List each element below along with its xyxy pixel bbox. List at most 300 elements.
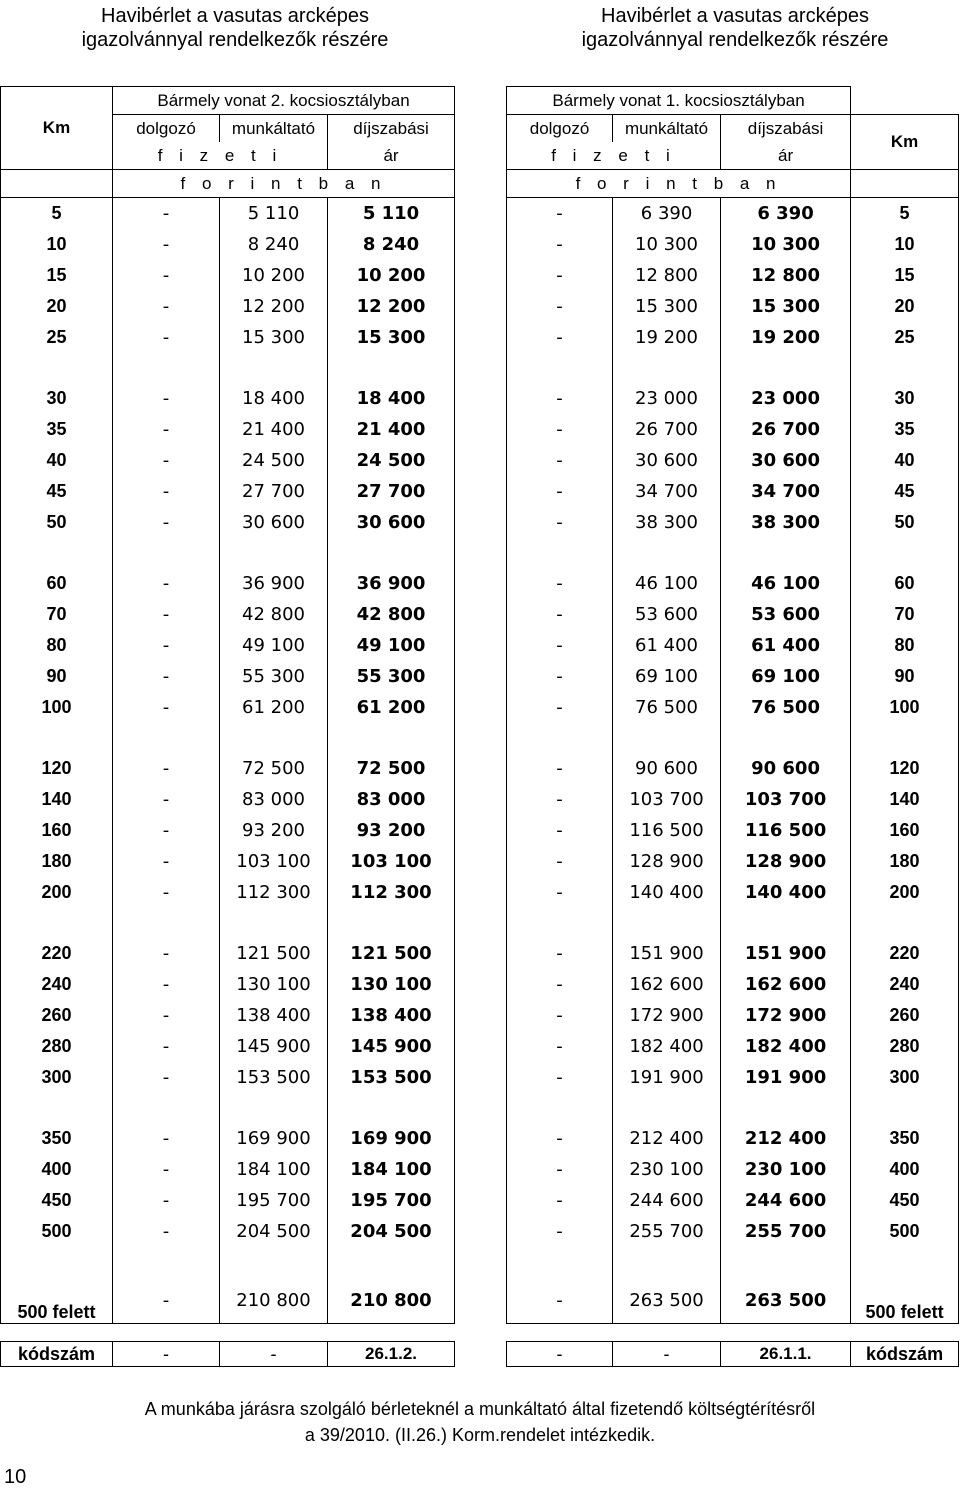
left-employer-pays: 145 900 [220, 1031, 328, 1062]
spacer [455, 260, 507, 291]
left-employer-pays: 36 900 [220, 568, 328, 599]
km-right: 200 [851, 877, 959, 908]
left-employee-pays: - [113, 938, 220, 969]
km-header-left: Km [1, 87, 113, 170]
right-employer-pays: 10 300 [613, 229, 721, 260]
right-tariff-price: 61 400 [721, 630, 851, 661]
right-tariff-price: 12 800 [721, 260, 851, 291]
table-row [1, 692, 959, 723]
km-right: 100 [851, 692, 959, 723]
class1-header: Bármely vonat 1. kocsiosztályban [507, 87, 851, 115]
right-employer-pays: 191 900 [613, 1062, 721, 1093]
right-employer-pays: 61 400 [613, 630, 721, 661]
group-gap [1, 353, 959, 383]
right-employee-pays: - [507, 877, 613, 908]
right-employer-pays: 30 600 [613, 445, 721, 476]
km-right: 160 [851, 815, 959, 846]
spacer [455, 507, 507, 538]
left-employer-pays: 210 800 [220, 1277, 328, 1324]
left-employer-pays: 8 240 [220, 229, 328, 260]
left-employee-pays: - [113, 476, 220, 507]
right-employer-pays: 46 100 [613, 568, 721, 599]
right-employer-pays: 76 500 [613, 692, 721, 723]
km-right: 60 [851, 568, 959, 599]
left-heading-line-2: igazolvánnyal rendelkezők részére [81, 29, 389, 51]
right-tariff-price: 182 400 [721, 1031, 851, 1062]
left-tariff-price: 42 800 [328, 599, 455, 630]
right-employer-pays: 103 700 [613, 784, 721, 815]
km-right: 400 [851, 1154, 959, 1185]
km-right: 500 felett [851, 1277, 959, 1324]
left-tariff-price: 27 700 [328, 476, 455, 507]
left-employee-pays: - [113, 322, 220, 353]
km-right: 30 [851, 383, 959, 414]
table-row [1, 229, 959, 260]
km-left: 240 [1, 969, 113, 1000]
km-right: 300 [851, 1062, 959, 1093]
spacer [455, 815, 507, 846]
left-ar: ár [328, 142, 455, 170]
km-left: 60 [1, 568, 113, 599]
km-left: 160 [1, 815, 113, 846]
left-tariff-price: 8 240 [328, 229, 455, 260]
spacer [455, 753, 507, 784]
km-left: 35 [1, 414, 113, 445]
right-code-dash-1: - [507, 1342, 613, 1367]
right-tariff-price: 116 500 [721, 815, 851, 846]
left-tariff-price: 15 300 [328, 322, 455, 353]
spacer [455, 599, 507, 630]
right-employee-pays: - [507, 846, 613, 877]
right-employee-pays: - [507, 753, 613, 784]
left-employer-pays: 18 400 [220, 383, 328, 414]
km-left: 5 [1, 198, 113, 230]
left-tariff-price: 83 000 [328, 784, 455, 815]
right-employee-pays: - [507, 1031, 613, 1062]
spacer [455, 322, 507, 353]
left-employer-pays: 10 200 [220, 260, 328, 291]
right-tariff-price: 34 700 [721, 476, 851, 507]
fare-table [0, 86, 959, 1367]
left-employee-pays: - [113, 1062, 220, 1093]
right-employee-pays: - [507, 1123, 613, 1154]
left-employee-pays: - [113, 753, 220, 784]
left-tariff-price: 210 800 [328, 1277, 455, 1324]
right-employee-pays: - [507, 1216, 613, 1247]
left-employee-pays: - [113, 599, 220, 630]
left-employer-pays: 184 100 [220, 1154, 328, 1185]
km-right: 10 [851, 229, 959, 260]
table-row [1, 291, 959, 322]
right-employee-pays: - [507, 260, 613, 291]
right-tariff-price: 46 100 [721, 568, 851, 599]
right-tariff-price: 103 700 [721, 784, 851, 815]
right-employer-pays: 53 600 [613, 599, 721, 630]
right-heading-line-1: Havibérlet a vasutas arcképes [601, 5, 869, 27]
spacer [455, 1123, 507, 1154]
km-right: 35 [851, 414, 959, 445]
right-employee-pays: - [507, 507, 613, 538]
right-tariff-price: 53 600 [721, 599, 851, 630]
km-right: 140 [851, 784, 959, 815]
footer-note [40, 1396, 920, 1448]
table-row [1, 630, 959, 661]
left-employer-pays: 169 900 [220, 1123, 328, 1154]
right-employer-pays: 69 100 [613, 661, 721, 692]
km-right: 40 [851, 445, 959, 476]
spacer [455, 229, 507, 260]
left-employer-pays: 61 200 [220, 692, 328, 723]
spacer [455, 784, 507, 815]
left-employee-pays: - [113, 291, 220, 322]
km-left: 140 [1, 784, 113, 815]
table-row [1, 1000, 959, 1031]
spacer [455, 291, 507, 322]
left-tariff-price: 18 400 [328, 383, 455, 414]
right-heading [515, 4, 955, 52]
right-employer-pays: 182 400 [613, 1031, 721, 1062]
right-employee-pays: - [507, 229, 613, 260]
right-employer-pays: 244 600 [613, 1185, 721, 1216]
right-fizeti: f i z e t i [507, 142, 721, 170]
left-employer-pays: 30 600 [220, 507, 328, 538]
right-tariff-price: 191 900 [721, 1062, 851, 1093]
right-tariff-price: 128 900 [721, 846, 851, 877]
spacer [455, 1062, 507, 1093]
km-left: 220 [1, 938, 113, 969]
km-left: 70 [1, 599, 113, 630]
right-tariff-price: 212 400 [721, 1123, 851, 1154]
km-left: 10 [1, 229, 113, 260]
left-tariff-price: 184 100 [328, 1154, 455, 1185]
left-employer-pays: 72 500 [220, 753, 328, 784]
right-employee-pays: - [507, 815, 613, 846]
km-right: 50 [851, 507, 959, 538]
right-employee-pays: - [507, 322, 613, 353]
left-employee-pays: - [113, 784, 220, 815]
km-right: 45 [851, 476, 959, 507]
spacer [455, 1216, 507, 1247]
right-dijszabasi: díjszabási [721, 115, 851, 143]
right-tariff-price: 15 300 [721, 291, 851, 322]
left-employee-pays: - [113, 1185, 220, 1216]
table-row [1, 414, 959, 445]
right-employee-pays: - [507, 661, 613, 692]
table-row [1, 969, 959, 1000]
group-gap [1, 908, 959, 938]
left-employer-pays: 5 110 [220, 198, 328, 230]
left-tariff-price: 36 900 [328, 568, 455, 599]
right-employer-pays: 212 400 [613, 1123, 721, 1154]
spacer [455, 661, 507, 692]
left-employee-pays: - [113, 846, 220, 877]
left-tariff-price: 121 500 [328, 938, 455, 969]
right-employer-pays: 34 700 [613, 476, 721, 507]
km-right: 450 [851, 1185, 959, 1216]
spacer [455, 692, 507, 723]
km-header-right: Km [851, 115, 959, 170]
right-employee-pays: - [507, 291, 613, 322]
km-left: 500 [1, 1216, 113, 1247]
table-row [1, 1031, 959, 1062]
table-row [1, 507, 959, 538]
km-right: 180 [851, 846, 959, 877]
left-dolgozo: dolgozó [113, 115, 220, 143]
right-tariff-price: 263 500 [721, 1277, 851, 1324]
right-tariff-price: 69 100 [721, 661, 851, 692]
km-left: 100 [1, 692, 113, 723]
left-employer-pays: 93 200 [220, 815, 328, 846]
right-employer-pays: 38 300 [613, 507, 721, 538]
left-heading [30, 4, 440, 52]
table-row [1, 1062, 959, 1093]
spacer [455, 1277, 507, 1324]
spacer [455, 1185, 507, 1216]
right-employer-pays: 255 700 [613, 1216, 721, 1247]
right-code-dash-2: - [613, 1342, 721, 1367]
km-right: 120 [851, 753, 959, 784]
spacer [455, 414, 507, 445]
left-employer-pays: 42 800 [220, 599, 328, 630]
km-left: 400 [1, 1154, 113, 1185]
left-employer-pays: 27 700 [220, 476, 328, 507]
footer-line-1: A munkába járásra szolgáló bérleteknél a munkáltató által fizetendő költségtérítésről [144, 1399, 816, 1419]
right-dolgozo: dolgozó [507, 115, 613, 143]
km-right: 240 [851, 969, 959, 1000]
left-employee-pays: - [113, 383, 220, 414]
left-employer-pays: 83 000 [220, 784, 328, 815]
code-label-right: kódszám [851, 1342, 959, 1367]
left-employee-pays: - [113, 815, 220, 846]
right-employer-pays: 19 200 [613, 322, 721, 353]
right-employee-pays: - [507, 1000, 613, 1031]
spacer [455, 938, 507, 969]
table-row [1, 1154, 959, 1185]
table-row [1, 938, 959, 969]
right-tariff-price: 162 600 [721, 969, 851, 1000]
left-employee-pays: - [113, 507, 220, 538]
spacer [455, 198, 507, 230]
left-employer-pays: 138 400 [220, 1000, 328, 1031]
left-tariff-price: 12 200 [328, 291, 455, 322]
right-employer-pays: 263 500 [613, 1277, 721, 1324]
spacer [455, 877, 507, 908]
right-tariff-price: 90 600 [721, 753, 851, 784]
left-employer-pays: 112 300 [220, 877, 328, 908]
right-employee-pays: - [507, 476, 613, 507]
left-tariff-price: 204 500 [328, 1216, 455, 1247]
left-employee-pays: - [113, 1154, 220, 1185]
left-fizeti: f i z e t i [113, 142, 328, 170]
left-employer-pays: 121 500 [220, 938, 328, 969]
spacer [455, 1342, 507, 1367]
right-employer-pays: 12 800 [613, 260, 721, 291]
table-row [1, 476, 959, 507]
left-tariff-price: 195 700 [328, 1185, 455, 1216]
code-label-left: kódszám [1, 1342, 113, 1367]
left-employee-pays: - [113, 692, 220, 723]
right-employee-pays: - [507, 1277, 613, 1324]
left-munkaltato: munkáltató [220, 115, 328, 143]
table-row [1, 1216, 959, 1247]
left-tariff-price: 24 500 [328, 445, 455, 476]
km-left: 45 [1, 476, 113, 507]
left-employee-pays: - [113, 568, 220, 599]
right-employer-pays: 162 600 [613, 969, 721, 1000]
table-row [1, 260, 959, 291]
km-left: 40 [1, 445, 113, 476]
left-employer-pays: 55 300 [220, 661, 328, 692]
km-left: 80 [1, 630, 113, 661]
right-tariff-price: 19 200 [721, 322, 851, 353]
left-tariff-price: 145 900 [328, 1031, 455, 1062]
left-employer-pays: 49 100 [220, 630, 328, 661]
left-employer-pays: 15 300 [220, 322, 328, 353]
right-tariff-price: 140 400 [721, 877, 851, 908]
left-tariff-price: 10 200 [328, 260, 455, 291]
left-employee-pays: - [113, 1277, 220, 1324]
right-tariff-price: 244 600 [721, 1185, 851, 1216]
right-employer-pays: 140 400 [613, 877, 721, 908]
km-left: 30 [1, 383, 113, 414]
right-employee-pays: - [507, 198, 613, 230]
group-gap [1, 538, 959, 568]
right-employee-pays: - [507, 938, 613, 969]
left-code-dash-2: - [220, 1342, 328, 1367]
left-employee-pays: - [113, 198, 220, 230]
left-heading-line-1: Havibérlet a vasutas arcképes [101, 5, 369, 27]
left-employer-pays: 153 500 [220, 1062, 328, 1093]
left-code-dash-1: - [113, 1342, 220, 1367]
spacer [455, 630, 507, 661]
right-forintban: f o r i n t b a n [507, 170, 851, 198]
km-right: 15 [851, 260, 959, 291]
left-tariff-price: 169 900 [328, 1123, 455, 1154]
table-row [1, 815, 959, 846]
spacer [455, 846, 507, 877]
km-left: 350 [1, 1123, 113, 1154]
spacer [455, 476, 507, 507]
right-employee-pays: - [507, 1062, 613, 1093]
left-tariff-price: 138 400 [328, 1000, 455, 1031]
km-right: 260 [851, 1000, 959, 1031]
code-row [1, 1342, 959, 1367]
right-tariff-price: 230 100 [721, 1154, 851, 1185]
right-employee-pays: - [507, 969, 613, 1000]
left-employer-pays: 24 500 [220, 445, 328, 476]
spacer [455, 445, 507, 476]
table-row [1, 661, 959, 692]
left-code: 26.1.2. [328, 1342, 455, 1367]
left-tariff-price: 112 300 [328, 877, 455, 908]
spacer [455, 969, 507, 1000]
right-employer-pays: 26 700 [613, 414, 721, 445]
right-ar: ár [721, 142, 851, 170]
left-employee-pays: - [113, 877, 220, 908]
left-employee-pays: - [113, 260, 220, 291]
right-tariff-price: 23 000 [721, 383, 851, 414]
km-left: 280 [1, 1031, 113, 1062]
left-tariff-price: 21 400 [328, 414, 455, 445]
left-employer-pays: 204 500 [220, 1216, 328, 1247]
left-employee-pays: - [113, 445, 220, 476]
spacer [455, 1031, 507, 1062]
km-left: 300 [1, 1062, 113, 1093]
right-employer-pays: 90 600 [613, 753, 721, 784]
right-employee-pays: - [507, 1185, 613, 1216]
km-right: 80 [851, 630, 959, 661]
table-row [1, 846, 959, 877]
table-row [1, 198, 959, 230]
left-forintban: f o r i n t b a n [113, 170, 455, 198]
spacer [455, 1000, 507, 1031]
right-code: 26.1.1. [721, 1342, 851, 1367]
spacer [455, 568, 507, 599]
km-left: 20 [1, 291, 113, 322]
right-tariff-price: 10 300 [721, 229, 851, 260]
left-employee-pays: - [113, 1000, 220, 1031]
group-gap [1, 1247, 959, 1277]
left-tariff-price: 130 100 [328, 969, 455, 1000]
right-tariff-price: 76 500 [721, 692, 851, 723]
km-right: 500 [851, 1216, 959, 1247]
left-tariff-price: 49 100 [328, 630, 455, 661]
right-tariff-price: 255 700 [721, 1216, 851, 1247]
table-row [1, 568, 959, 599]
right-heading-line-2: igazolvánnyal rendelkezők részére [581, 29, 889, 51]
left-employee-pays: - [113, 969, 220, 1000]
table-row [1, 753, 959, 784]
class2-header: Bármely vonat 2. kocsiosztályban [113, 87, 455, 115]
left-employee-pays: - [113, 1123, 220, 1154]
left-tariff-price: 103 100 [328, 846, 455, 877]
right-employee-pays: - [507, 568, 613, 599]
right-tariff-price: 30 600 [721, 445, 851, 476]
right-employee-pays: - [507, 692, 613, 723]
table-row [1, 877, 959, 908]
table-row [1, 1277, 959, 1324]
right-employer-pays: 172 900 [613, 1000, 721, 1031]
km-left: 25 [1, 322, 113, 353]
right-employer-pays: 116 500 [613, 815, 721, 846]
km-right: 5 [851, 198, 959, 230]
spacer [455, 1154, 507, 1185]
table-row [1, 383, 959, 414]
right-employee-pays: - [507, 1154, 613, 1185]
km-left: 120 [1, 753, 113, 784]
right-employer-pays: 128 900 [613, 846, 721, 877]
table-row [1, 1123, 959, 1154]
page-number: 10 [4, 1466, 27, 1488]
right-tariff-price: 151 900 [721, 938, 851, 969]
left-employer-pays: 12 200 [220, 291, 328, 322]
km-left: 180 [1, 846, 113, 877]
km-left: 50 [1, 507, 113, 538]
km-left: 260 [1, 1000, 113, 1031]
right-employee-pays: - [507, 445, 613, 476]
right-tariff-price: 26 700 [721, 414, 851, 445]
spacer [455, 383, 507, 414]
left-tariff-price: 30 600 [328, 507, 455, 538]
footer-line-2: a 39/2010. (II.26.) Korm.rendelet intézkedik. [304, 1425, 656, 1445]
table-row [1, 322, 959, 353]
group-gap [1, 723, 959, 753]
right-munkaltato: munkáltató [613, 115, 721, 143]
right-employer-pays: 151 900 [613, 938, 721, 969]
right-employer-pays: 15 300 [613, 291, 721, 322]
km-right: 90 [851, 661, 959, 692]
left-employer-pays: 103 100 [220, 846, 328, 877]
